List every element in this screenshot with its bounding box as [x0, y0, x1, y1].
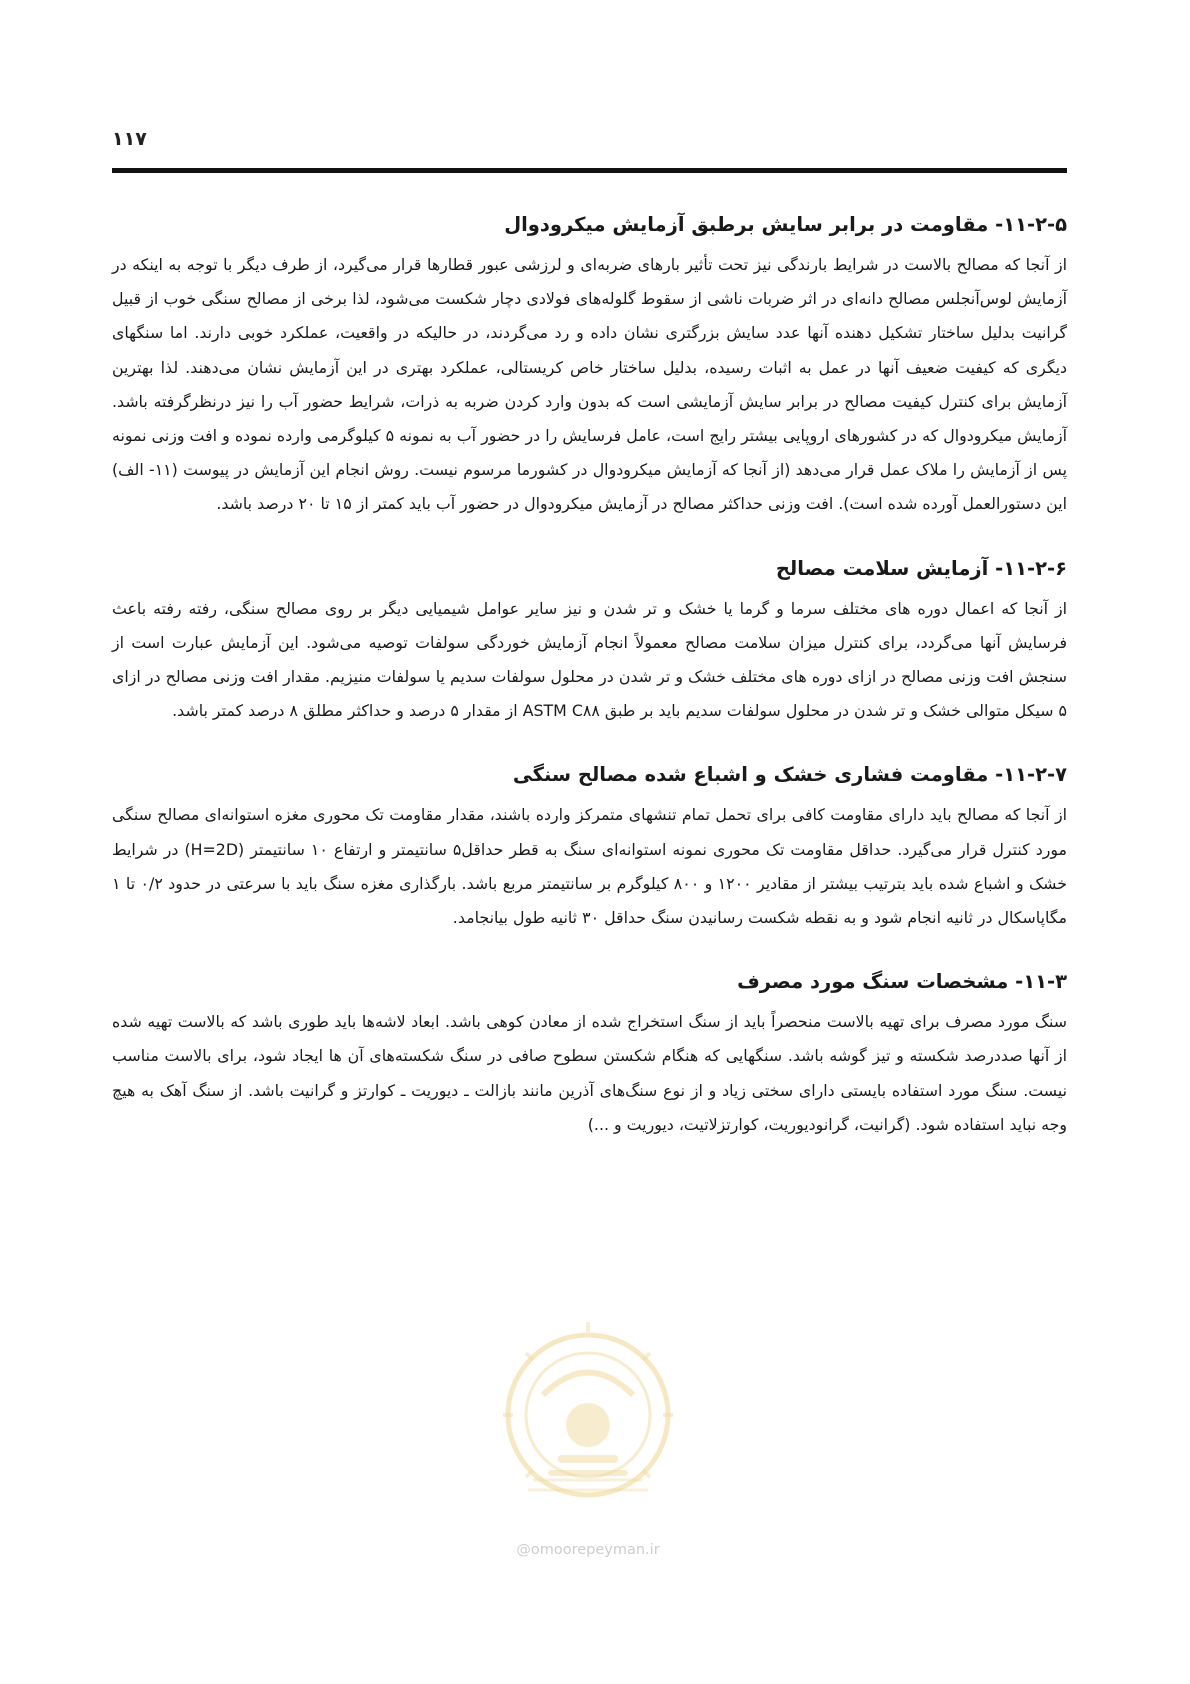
section-title: ۱۱-۳- مشخصات سنگ مورد مصرف	[737, 970, 1067, 994]
seal-icon	[488, 1320, 688, 1540]
section-title: ۱۱-۲-۶- آزمایش سلامت مصالح	[775, 556, 1067, 580]
page-number: ۱۱۷	[112, 128, 147, 150]
section-title: ۱۱-۲-۵- مقاومت در برابر سایش برطبق آزمایش میکرودوال	[504, 213, 1067, 236]
section-soundness-test	[112, 550, 1067, 729]
section-paragraph: از آنجا که اعمال دوره های مختلف سرما و گرما یا خشک و تر شدن و نیز سایر عوامل شیمیایی دیگر بر روی مصالح سنگی، رفته رفته باعث فرسایش آنها می‌گردد، برای کنترل میزان سلامت مصالح معمولاً انجام آزمایش خوردگی سولفات توصیه می‌شود. این آزمایش عبارت است از سنجش افت وزنی مصالح در ازای دوره های مختلف خشک و تر شدن در محلول سولفات سدیم یا سولفات منیزیم. مقدار افت وزنی مصالح در ازای ۵ سیکل متوالی خشک و تر شدن در محلول سولفات سدیم باید بر طبق ASTM C۸۸ از مقدار ۵ درصد و حداکثر مطلق ۸ درصد کمتر باشد.	[112, 598, 1067, 721]
section-paragraph: سنگ مورد مصرف برای تهیه بالاست منحصراً باید از سنگ استخراج شده از معادن کوهی باشد. ابعاد لاشه‌ها باید طوری باشد که بالاست تهیه شده از آنها صددرصد شکسته و تیز گوشه باشد. سنگهایی که هنگام شکستن سطوح صافی در سنگ شکسته‌های آن ها ایجاد شود، برای بالاست مناسب نیست. سنگ مورد استفاده بایستی دارای سختی زیاد و از نوع سنگ‌های آذرین مانند بازالت ـ دیوریت ـ کوارتز و گرانیت باشد. از سنگ آهک به هیچ وجه نباید استفاده شود. (گرانیت، گرانودیوریت، کوارتزلاتیت، دیوریت و ...)	[112, 1012, 1067, 1134]
watermark-url: @omoorepeyman.ir	[516, 1542, 660, 1558]
section-stone-specs	[112, 963, 1067, 1142]
section-paragraph: از آنجا که مصالح باید دارای مقاومت کافی برای تحمل تمام تنشهای متمرکز وارده باشند، مقدار مقاومت تک محوری مغزه استوانه‌ای مصالح سنگی مورد کنترل قرار می‌گیرد. حداقل مقاومت تک محوری نمونه استوانه‌ای سنگ به قطر حداقل۵ سانتیمتر و ارتفاع ۱۰ سانتیمتر (H=2D) در شرایط خشک و اشباع شده باید بترتیب بیشتر از مقادیر ۱۲۰۰ و ۸۰۰ کیلوگرم بر سانتیمتر مربع باشد. بارگذاری مغزه سنگ باید با سرعتی در حدود ۰/۲ تا ۱ مگاپاسکال در ثانیه انجام شود و به نقطه شکست رسانیدن سنگ حداقل ۳۰ ثانیه طول بیانجامد.	[112, 805, 1067, 928]
document-body	[112, 206, 1067, 1142]
section-paragraph: از آنجا که مصالح بالاست در شرایط بارندگی نیز تحت تأثیر بارهای ضربه‌ای و لرزشی عبور قطارها قرار می‌گیرد، از طرف دیگر با توجه به اینکه در آزمایش لوس‌آنجلس مصالح دانه‌ای در اثر ضربات ناشی از سقوط گلوله‌های فولادی دچار شکست می‌شود، لذا برخی از مصالح سنگی خوب از قبیل گرانیت بدلیل ساختار تشکیل دهنده آنها عدد سایش بزرگتری نشان داده و رد می‌گردند، در حالیکه در واقعیت، عملکرد خوبی دارند. اما سنگهای دیگری که کیفیت ضعیف آنها در عمل به اثبات رسیده، بدلیل ساختار خاص کریستالی، عملکرد بهتری در این آزمایش نشان می‌دهند. لذا بهترین آزمایش برای کنترل کیفیت مصالح در برابر سایش آزمایشی است که بدون وارد کردن ضربه به ذرات، شرایط حضور آب را نیز درنظرگرفته باشد. آزمایش میکرودوال که در کشورهای اروپایی بیشتر رایج است، عامل فرسایش را در حضور آب به نمونه ۵ کیلوگرمی وارده نموده و افت وزنی نمونه پس از آزمایش را ملاک عمل قرار می‌دهد (از آنجا که آزمایش میکرودوال در کشورما مرسوم نیست. روش انجام این آزمایش در پیوست (۱۱- الف) این دستورالعمل آورده شده است). افت وزنی حداکثر مصالح در آزمایش میکرودوال در حضور آب باید کمتر از ۱۵ تا ۲۰ درصد باشد.	[112, 255, 1067, 514]
section-microdeval	[112, 206, 1067, 522]
section-compressive-strength	[112, 756, 1067, 935]
header-divider	[112, 168, 1067, 173]
section-title: ۱۱-۲-۷- مقاومت فشاری خشک و اشباع شده مصالح سنگی	[512, 763, 1067, 787]
watermark-logo	[488, 1320, 688, 1560]
